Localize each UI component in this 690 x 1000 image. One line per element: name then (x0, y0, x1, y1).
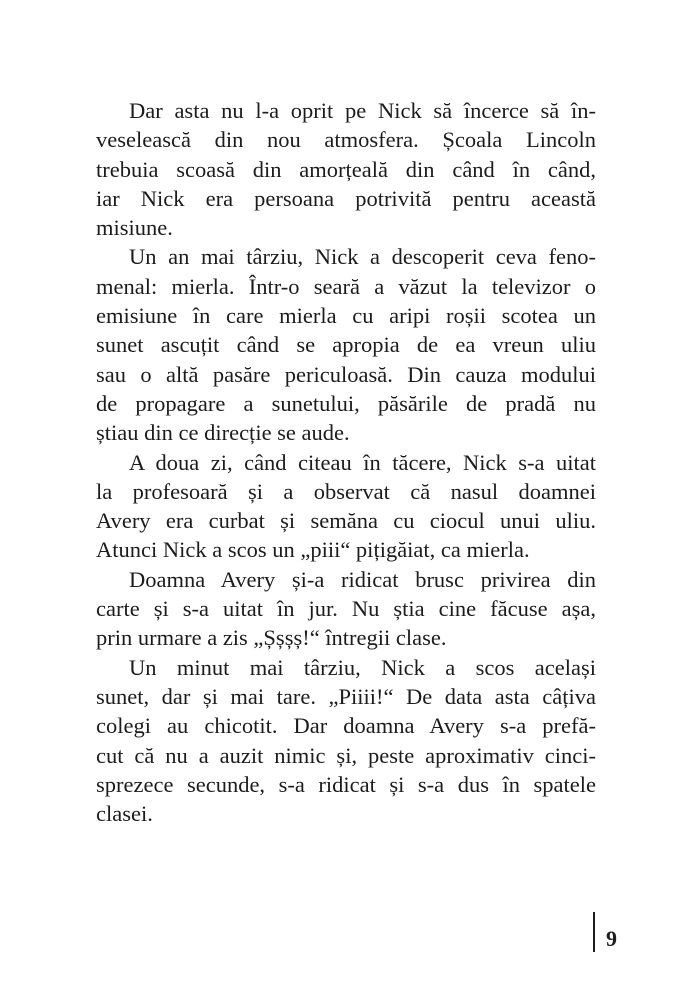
text-line: Un minut mai târziu, Nick a scos același (129, 654, 596, 680)
text-line: de propagare a sunetului, păsările de pradă nu (96, 390, 596, 416)
text-line: sunet, dar și mai tare. „Piiii!“ De data asta câțiva (96, 683, 596, 709)
text-line: carte și s-a uitat în jur. Nu știa cine făcuse așa, (96, 596, 596, 622)
paragraph-5 (96, 653, 596, 829)
page-number: 9 (606, 926, 617, 951)
text-line: A doua zi, când citeau în tăcere, Nick s-a uitat (129, 449, 596, 475)
text-line: clasei. (96, 801, 153, 827)
text-line: emisiune în care mierla cu aripi roșii scotea un (96, 303, 596, 329)
text-line: sprezece secunde, s-a ridicat și s-a dus în spatele (96, 771, 596, 797)
text-line: sau o altă pasăre periculoasă. Din cauza modului (96, 361, 596, 387)
text-line: misiune. (96, 215, 173, 241)
text-line: colegi au chicotit. Dar doamna Avery s-a prefă- (96, 713, 596, 739)
text-line: Un an mai târziu, Nick a descoperit ceva feno- (129, 244, 596, 270)
paragraph-4 (96, 565, 596, 653)
text-line: menal: mierla. Într-o seară a văzut la televizor o (96, 273, 596, 299)
text-line: cut că nu a auzit nimic și, peste aproximativ cinci- (96, 742, 596, 768)
text-line: prin urmare a zis „Șșșș!“ întregii clase. (96, 625, 447, 651)
text-line: Doamna Avery și-a ridicat brusc privirea din (129, 566, 596, 592)
text-line: trebuia scoasă din amorțeală din când în când, (96, 156, 596, 182)
text-line: știau din ce direcție se aude. (96, 420, 350, 446)
paragraph-1 (96, 96, 596, 242)
text-line: Dar asta nu l-a oprit pe Nick să încerce să în- (129, 98, 596, 123)
paragraph-2 (96, 242, 596, 447)
text-line: iar Nick era persoana potrivită pentru această (96, 185, 596, 211)
text-line: sunet ascuțit când se apropia de ea vreun uliu (96, 332, 596, 358)
body-text (96, 96, 596, 828)
text-line: veselească din nou atmosfera. Școala Lincoln (96, 127, 596, 153)
text-line: Atunci Nick a scos un „piii“ pițigăiat, ca mierla. (96, 537, 530, 563)
page-number-divider (593, 912, 595, 952)
text-line: Avery era curbat și semăna cu ciocul unui uliu. (96, 508, 596, 534)
text-line: la profesoară și a observat că nasul doamnei (96, 478, 596, 504)
paragraph-3 (96, 448, 596, 565)
